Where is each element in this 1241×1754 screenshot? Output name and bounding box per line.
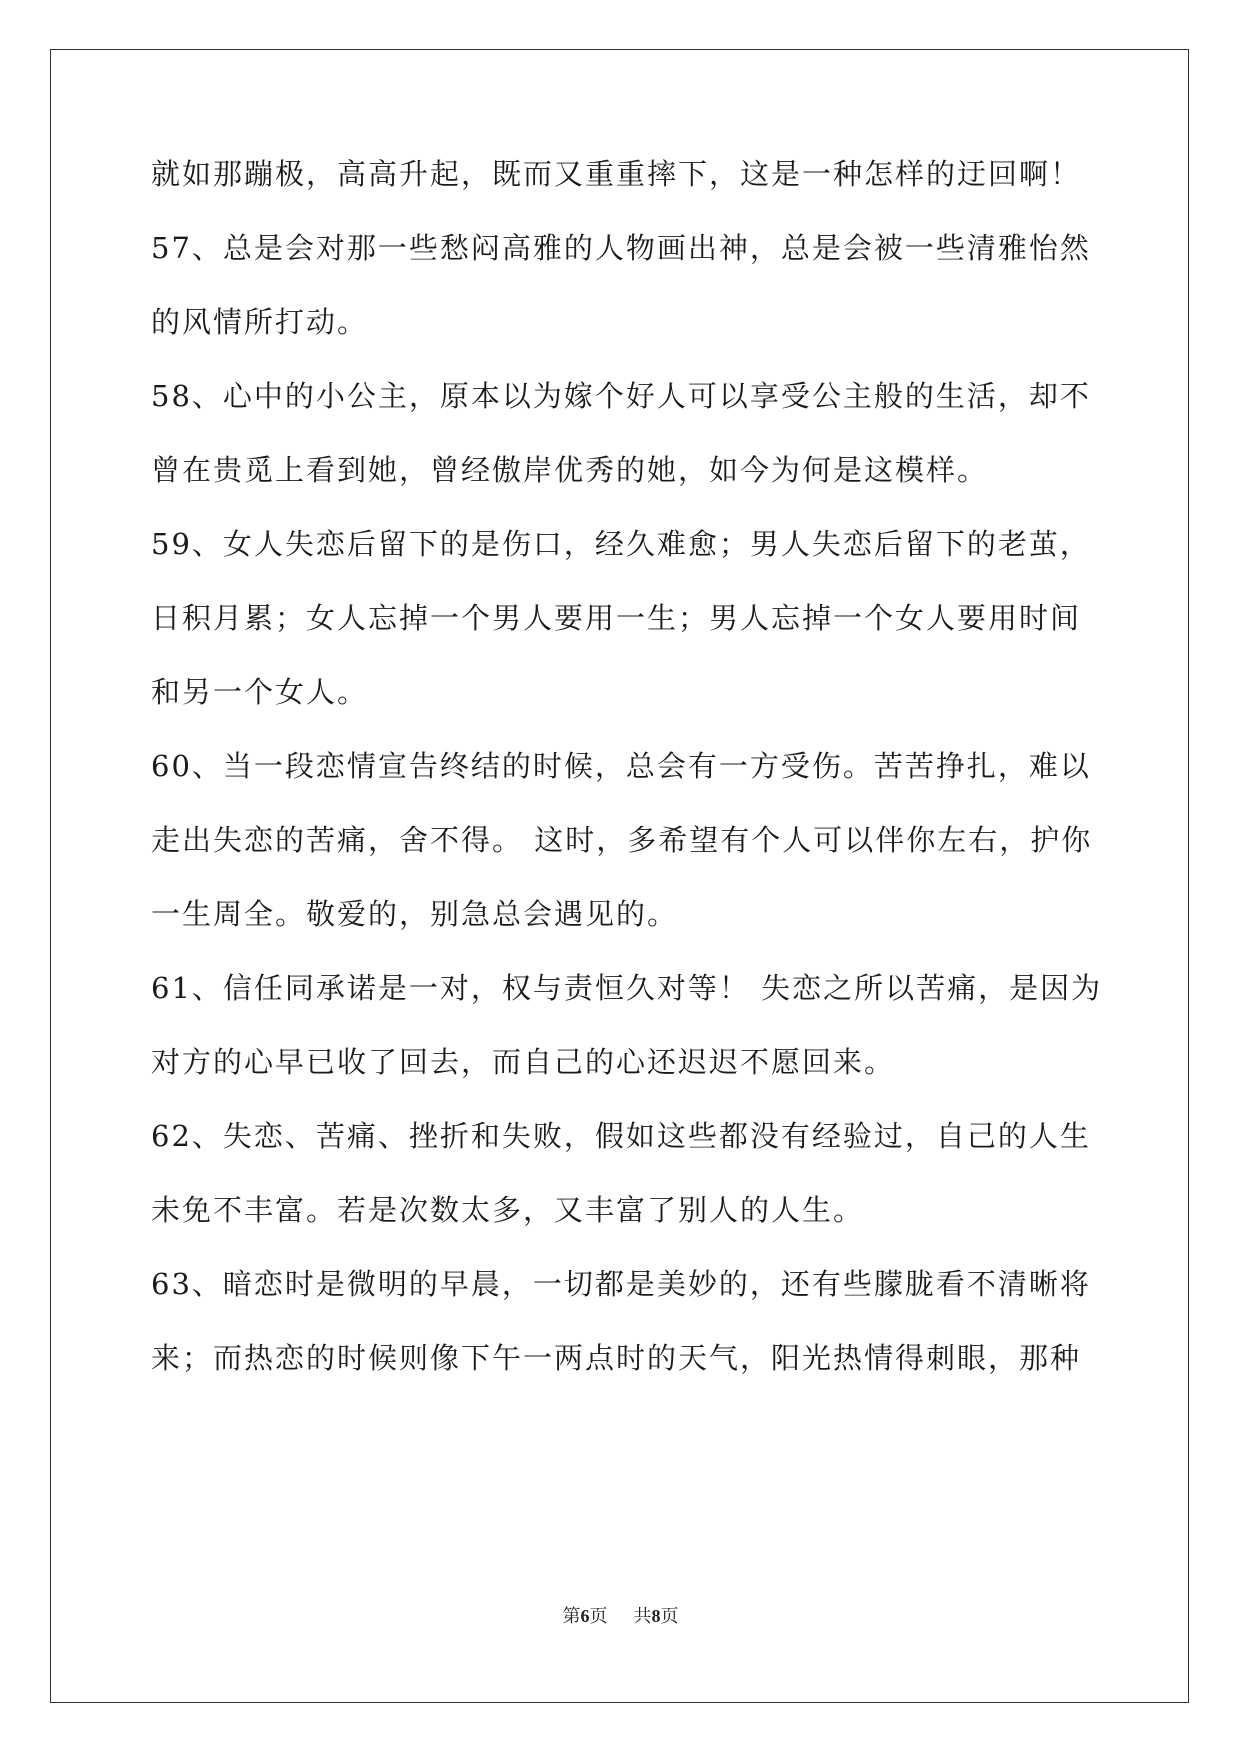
footer-total-suffix: 页 [660,1606,679,1627]
text-line: 的风情所打动。 [151,305,369,339]
page-footer [0,1604,1241,1629]
page-border [50,49,1189,1703]
footer-total-prefix: 共 [633,1606,652,1627]
text-line: 58、心中的小公主，原本以为嫁个好人可以享受公主般的生活，却不 [151,379,1091,413]
text-line: 走出失恋的苦痛，舍不得。 这时，多希望有个人可以伴你左右，护你 [151,823,1093,857]
text-line: 60、当一段恋情宣告终结的时候，总会有一方受伤。苦苦挣扎，难以 [151,749,1091,783]
text-line: 未免不丰富。若是次数太多，又丰富了别人的人生。 [151,1193,865,1227]
text-line: 61、信任同承诺是一对，权与责恒久对等！ 失恋之所以苦痛，是因为 [151,971,1103,1005]
footer-prefix: 第 [562,1606,581,1627]
text-line: 曾在贵觅上看到她，曾经傲岸优秀的她，如今为何是这模样。 [151,453,989,487]
text-line: 对方的心早已收了回去，而自己的心还迟迟不愿回来。 [151,1045,896,1079]
total-page-number: 8 [651,1606,661,1626]
footer-page-word: 页 [589,1606,608,1627]
text-line: 一生周全。敬爱的，别急总会遇见的。 [151,897,679,931]
text-line: 就如那蹦极，高高升起，既而又重重摔下，这是一种怎样的迂回啊！ [151,157,1082,191]
text-line: 日积月累；女人忘掉一个男人要用一生；男人忘掉一个女人要用时间 [151,601,1082,635]
text-line: 和另一个女人。 [151,675,369,709]
text-line: 62、失恋、苦痛、挫折和失败，假如这些都没有经验过，自己的人生 [151,1119,1091,1153]
text-line: 63、暗恋时是微明的早晨，一切都是美妙的，还有些朦胧看不清晰将 [151,1267,1091,1301]
text-line: 59、女人失恋后留下的是伤口，经久难愈；男人失恋后留下的老茧， [151,527,1091,561]
current-page-number: 6 [580,1606,590,1626]
text-line: 57、总是会对那一些愁闷高雅的人物画出神，总是会被一些清雅怡然 [151,231,1091,265]
text-line: 来；而热恋的时候则像下午一两点时的天气，阳光热情得刺眼，那种 [151,1341,1082,1375]
